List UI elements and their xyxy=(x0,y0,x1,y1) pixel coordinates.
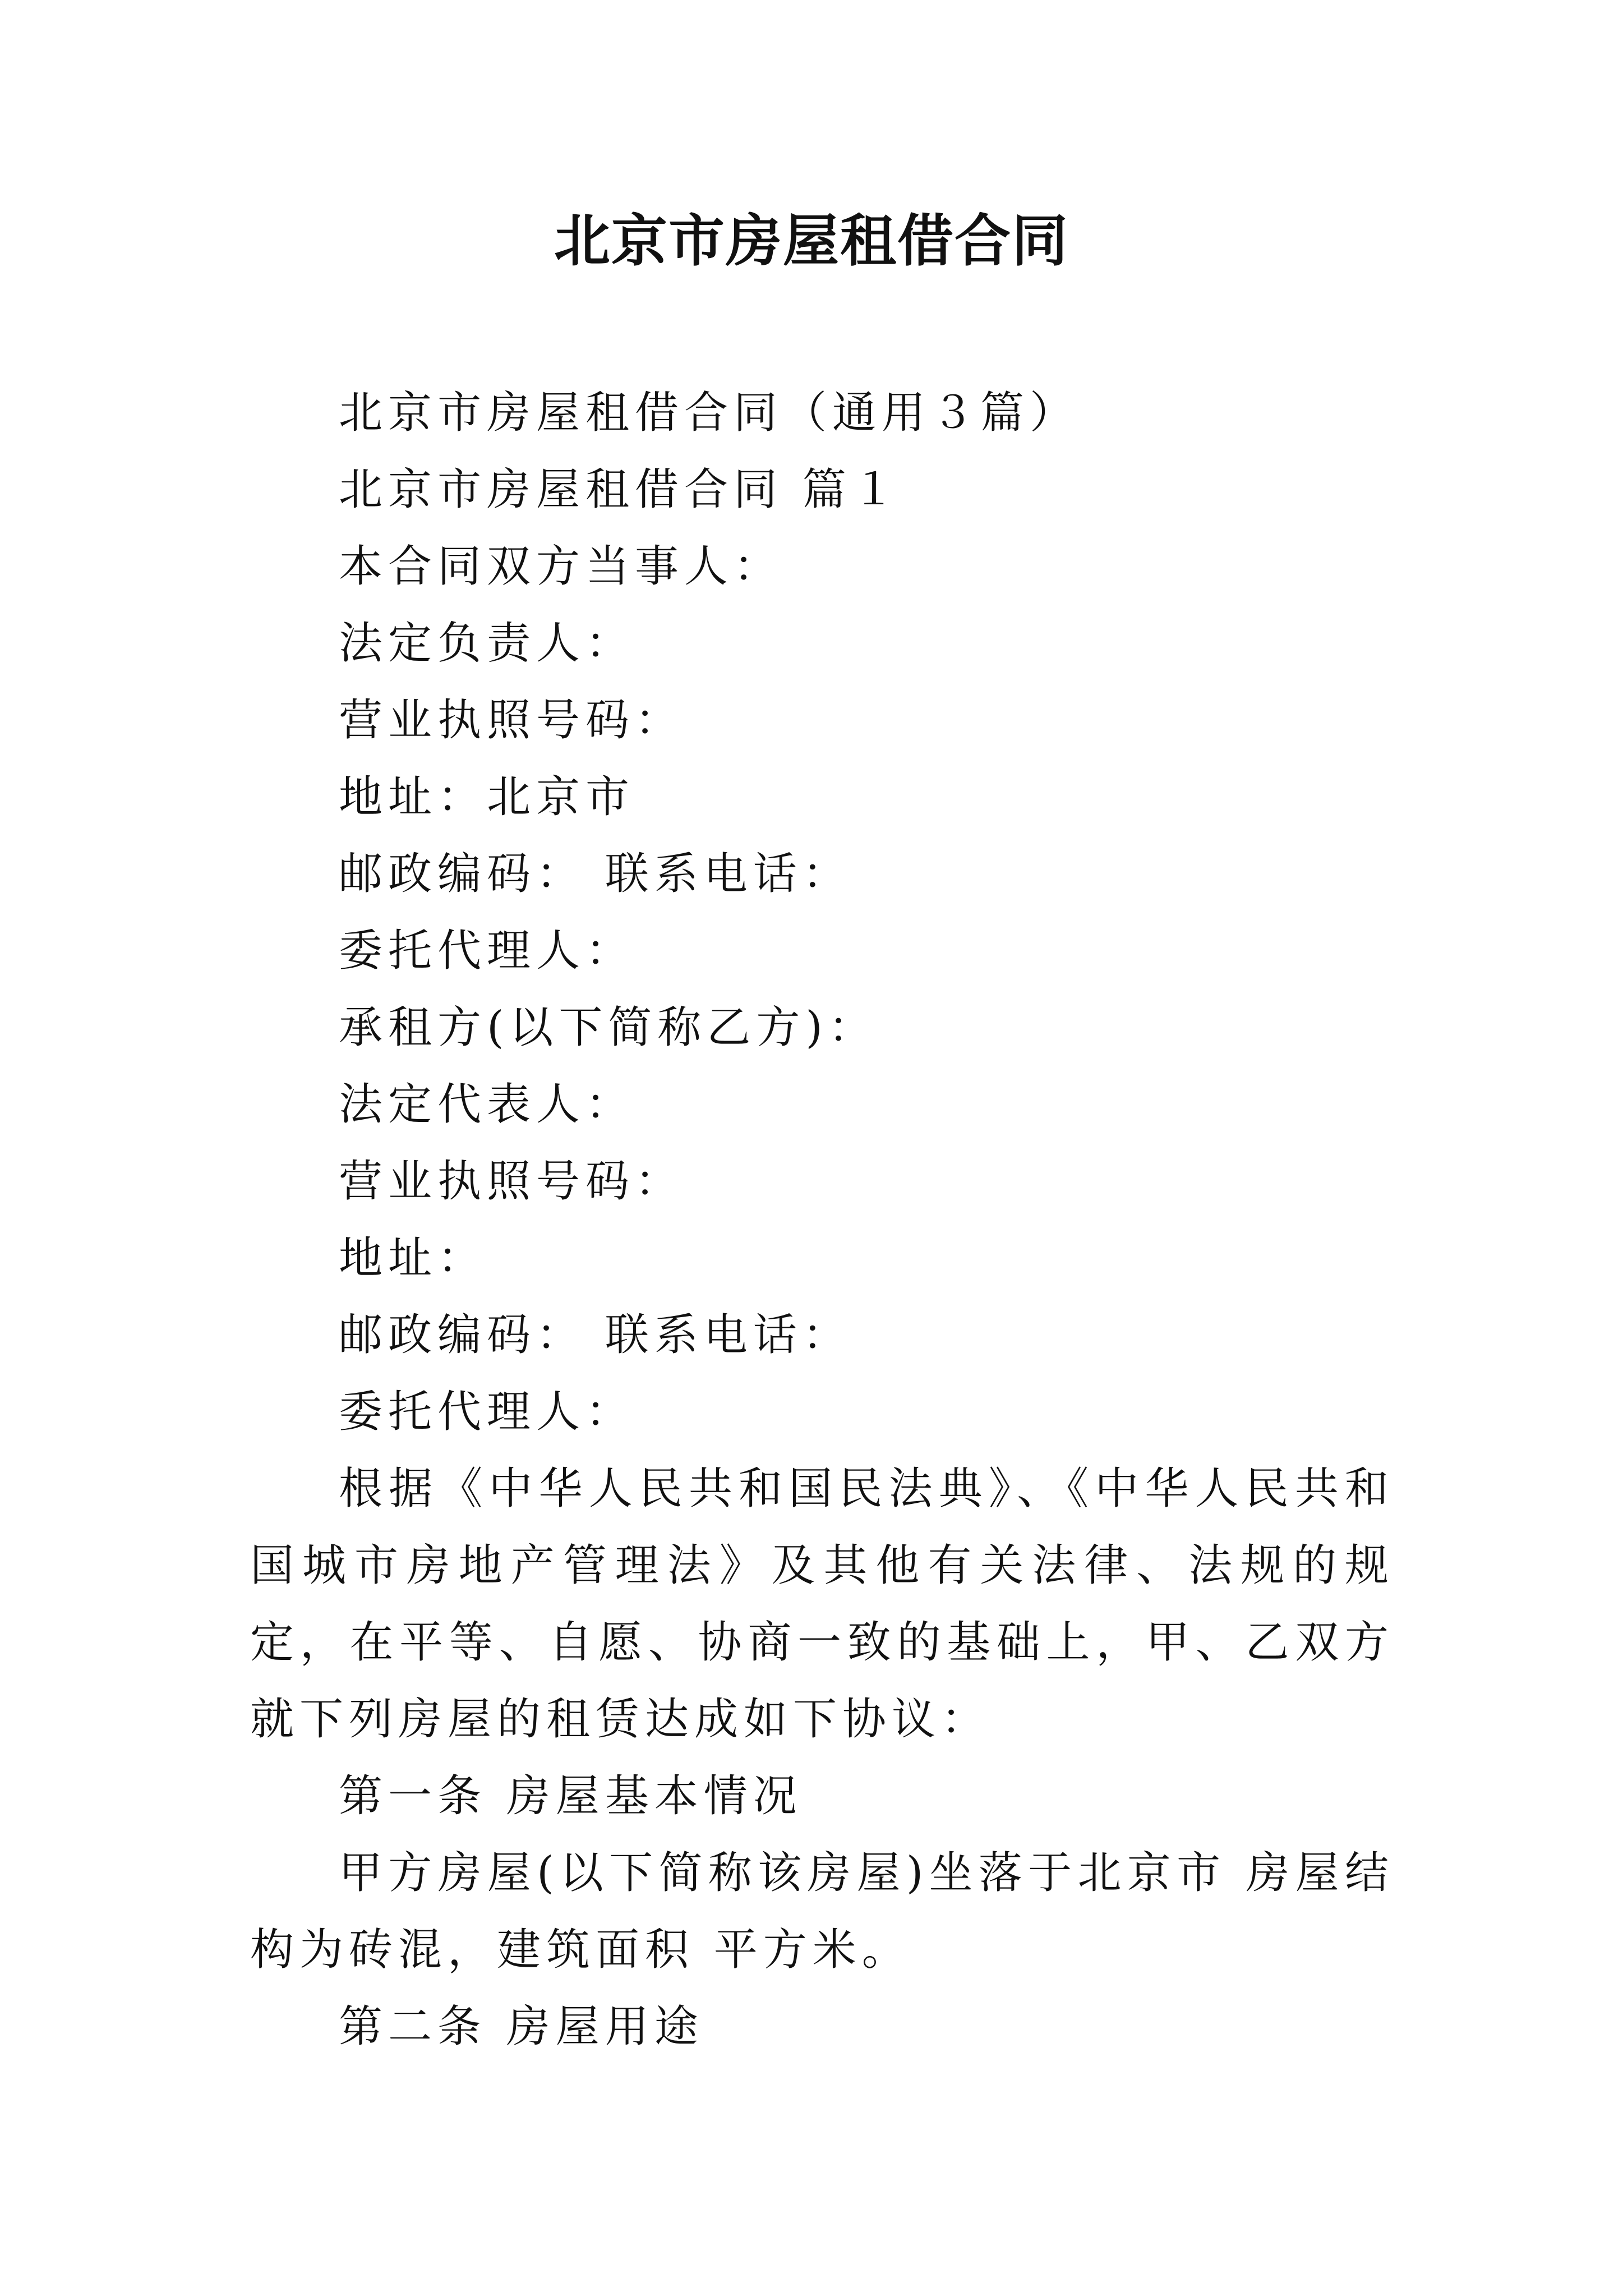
document-body xyxy=(250,375,1394,2065)
paragraph-parties: 本合同双方当事人： xyxy=(339,541,783,592)
paragraph-lessee: 承租方(以下简称乙方)： xyxy=(339,1002,878,1053)
paragraph-article-1-heading: 第一条 房屋基本情况 xyxy=(339,1771,803,1821)
paragraph-postcode-phone: 邮政编码： 联系电话： xyxy=(339,849,852,899)
paragraph-agent-b: 委托代理人： xyxy=(339,1387,635,1437)
paragraph-address-b: 地址： xyxy=(339,1233,487,1283)
paragraph-address: 地址：北京市 xyxy=(339,772,635,822)
paragraph-collection-title: 北京市房屋租借合同（通用３篇） xyxy=(339,388,1080,438)
paragraph-agent: 委托代理人： xyxy=(339,926,635,976)
paragraph-legal-basis: 根据《中华人民共和国民法典》、《中华人民共和国城市房地产管理法》及其他有关法律、法规的规定，在平等、自愿、协商一致的基础上，甲、乙双方就下列房屋的租赁达成如下协议： xyxy=(250,1464,1394,1745)
paragraph-article-2-heading: 第二条 房屋用途 xyxy=(339,2001,704,2052)
paragraph-part-heading: 北京市房屋租借合同 篇１ xyxy=(339,464,901,515)
paragraph-article-1-body: 甲方房屋(以下简称该房屋)坐落于北京市 房屋结构为砖混，建筑面积 平方米。 xyxy=(250,1848,1394,1975)
paragraph-postcode-phone-b: 邮政编码： 联系电话： xyxy=(339,1310,852,1360)
paragraph-license-number: 营业执照号码： xyxy=(339,695,685,746)
paragraph-license-number-b: 营业执照号码： xyxy=(339,1156,685,1207)
paragraph-legal-responsible: 法定负责人： xyxy=(339,618,635,669)
document-title: 北京市房屋租借合同 xyxy=(554,208,1069,274)
paragraph-legal-representative: 法定代表人： xyxy=(339,1079,635,1130)
